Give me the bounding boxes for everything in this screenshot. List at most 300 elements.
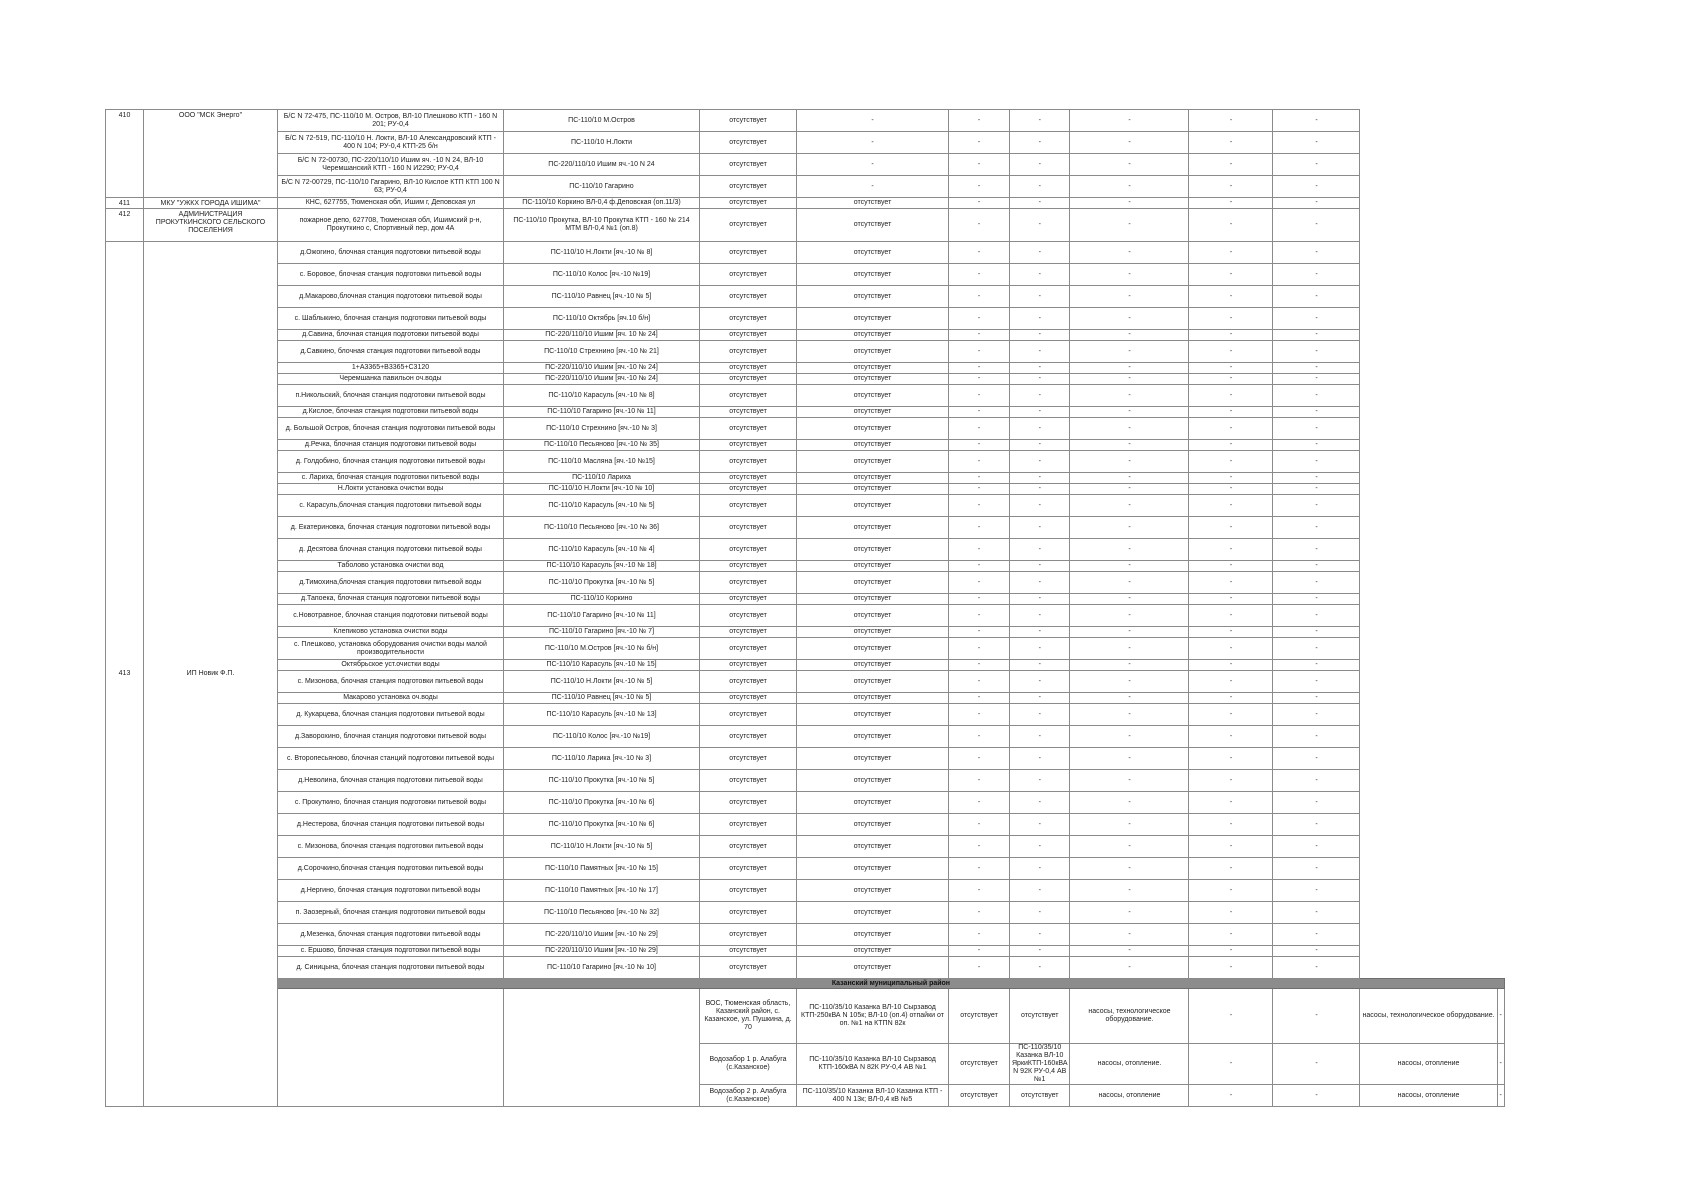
object-cell: с. Шаблыкино, блочная станция подготовки питьевой воды xyxy=(278,308,504,330)
col11-cell: - xyxy=(1273,605,1360,627)
col10-cell: - xyxy=(1189,473,1273,484)
col10-cell: - xyxy=(1189,308,1273,330)
substation-cell: ПС-110/10 Н.Локти [яч.-10 № 5] xyxy=(504,671,700,693)
col10-cell: - xyxy=(1189,132,1273,154)
col10-cell: - xyxy=(1189,176,1273,198)
col9-cell: - xyxy=(1070,627,1189,638)
table-row xyxy=(106,517,1505,539)
table-row xyxy=(106,671,1505,693)
substation-cell: ПС-110/10 Стрехнино [яч.-10 № 3] xyxy=(504,418,700,440)
col7-cell: - xyxy=(949,330,1010,341)
col9-cell: - xyxy=(1070,946,1189,957)
col5-cell: отсутствует xyxy=(700,418,797,440)
col9-cell: - xyxy=(1070,154,1189,176)
col5-cell: отсутствует xyxy=(700,836,797,858)
col9-cell: - xyxy=(1070,209,1189,242)
col10-cell: - xyxy=(1189,605,1273,627)
table-row xyxy=(106,484,1505,495)
col11-cell: - xyxy=(1273,770,1360,792)
col6-cell: отсутствует xyxy=(797,594,949,605)
col9-cell: - xyxy=(1070,176,1189,198)
substation-cell: ПС-110/10 Гагарино [яч.-10 № 11] xyxy=(504,407,700,418)
col7-cell: - xyxy=(949,858,1010,880)
col6-cell: отсутствует xyxy=(797,704,949,726)
object-cell: д. Голдобино, блочная станция подготовки питьевой воды xyxy=(278,451,504,473)
col11-cell: - xyxy=(1273,957,1360,979)
col8-cell: - xyxy=(1010,836,1070,858)
object-cell: д.Макарово,блочная станция подготовки питьевой воды xyxy=(278,286,504,308)
object-cell: д.Заворохино, блочная станция подготовки питьевой воды xyxy=(278,726,504,748)
col10-cell: - xyxy=(1189,627,1273,638)
object-cell: д.Ожогино, блочная станция подготовки питьевой воды xyxy=(278,242,504,264)
col11-cell: - xyxy=(1273,594,1360,605)
substation-cell: ПС-110/10 Памятных [яч.-10 № 17] xyxy=(504,880,700,902)
col6-cell: - xyxy=(797,110,949,132)
table-row xyxy=(106,539,1505,561)
table-row xyxy=(106,451,1505,473)
col5-cell: отсутствует xyxy=(700,638,797,660)
object-cell: д.Тапоека, блочная станция подготовки питьевой воды xyxy=(278,594,504,605)
col6-cell: отсутствует xyxy=(797,363,949,374)
substation-cell: ПС-110/10 М.Остров xyxy=(504,110,700,132)
substation-cell: ПС-110/10 Памятных [яч.-10 № 15] xyxy=(504,858,700,880)
col9-cell: - xyxy=(1070,858,1189,880)
row-number-cell: 410 xyxy=(106,110,144,198)
col9-cell: - xyxy=(1070,374,1189,385)
col7-cell: - xyxy=(949,704,1010,726)
col10-cell: - xyxy=(1189,572,1273,594)
col7-cell: - xyxy=(949,385,1010,407)
col9-cell: - xyxy=(1070,792,1189,814)
col7-cell: - xyxy=(949,451,1010,473)
col7-cell: - xyxy=(949,836,1010,858)
col5-cell: отсутствует xyxy=(700,660,797,671)
col8-cell: - xyxy=(1010,693,1070,704)
col9-cell: - xyxy=(1070,748,1189,770)
col8-cell: - xyxy=(1010,154,1070,176)
col11-cell: - xyxy=(1273,418,1360,440)
object-cell: д. Десятова блочная станция подготовки питьевой воды xyxy=(278,539,504,561)
col6-cell: отсутствует xyxy=(797,341,949,363)
section-title: Казанский муниципальный район xyxy=(278,979,1505,989)
col5-cell: отсутствует xyxy=(700,473,797,484)
col9-cell: - xyxy=(1070,517,1189,539)
section-header-row xyxy=(106,979,1505,989)
col9-cell: - xyxy=(1070,660,1189,671)
col5-cell: отсутствует xyxy=(700,946,797,957)
col9-cell: - xyxy=(1273,989,1360,1044)
col10-cell: - xyxy=(1189,484,1273,495)
col6-cell: отсутствует xyxy=(797,484,949,495)
object-cell: д. Кукарцева, блочная станция подготовки питьевой воды xyxy=(278,704,504,726)
col9-cell: - xyxy=(1070,671,1189,693)
col5-cell: отсутствует xyxy=(700,110,797,132)
table-row xyxy=(106,407,1505,418)
col9-cell: - xyxy=(1070,836,1189,858)
col8-cell: - xyxy=(1010,264,1070,286)
col9-cell: - xyxy=(1070,539,1189,561)
col10-cell: - xyxy=(1189,858,1273,880)
table-row xyxy=(106,473,1505,484)
col8-cell: - xyxy=(1010,330,1070,341)
table-row xyxy=(106,209,1505,242)
col5-cell: отсутствует xyxy=(700,176,797,198)
data-table xyxy=(105,109,1505,1107)
col8-cell: - xyxy=(1010,286,1070,308)
col5-cell: отсутствует xyxy=(700,924,797,946)
object-cell: Б/С N 72-00730, ПС-220/110/10 Ишим яч. -10 N 24, ВЛ-10 Черемшанский КТП - 160 N И2290; РУ-0,4 xyxy=(278,154,504,176)
col6-cell: отсутствует xyxy=(797,330,949,341)
col5-cell: отсутствует xyxy=(700,385,797,407)
col7-cell: - xyxy=(949,748,1010,770)
col11-cell: - xyxy=(1273,209,1360,242)
col10-cell: - xyxy=(1189,407,1273,418)
col6-cell: отсутствует xyxy=(797,572,949,594)
table-body xyxy=(106,110,1505,1107)
col6-cell: отсутствует xyxy=(797,198,949,209)
col5-cell: отсутствует xyxy=(700,572,797,594)
col11-cell: - xyxy=(1273,132,1360,154)
col10-cell: - xyxy=(1189,693,1273,704)
col6-cell: отсутствует xyxy=(797,814,949,836)
col5-cell: отсутствует xyxy=(700,561,797,572)
col8-cell: - xyxy=(1010,418,1070,440)
col11-cell: - xyxy=(1273,902,1360,924)
col5-cell: отсутствует xyxy=(700,341,797,363)
col10-cell: - xyxy=(1189,957,1273,979)
organization-cell: МКУ "УЖКХ ГОРОДА ИШИМА" xyxy=(144,198,278,209)
col10-cell: - xyxy=(1189,242,1273,264)
col11-cell: - xyxy=(1273,110,1360,132)
col5-cell: отсутствует xyxy=(700,957,797,979)
table-row xyxy=(106,880,1505,902)
table-row xyxy=(106,748,1505,770)
col8-cell: - xyxy=(1010,627,1070,638)
col11-cell: - xyxy=(1273,176,1360,198)
table-row xyxy=(106,605,1505,627)
col9-cell: - xyxy=(1070,242,1189,264)
col7-cell: - xyxy=(949,814,1010,836)
table-row xyxy=(106,693,1505,704)
col9-cell: - xyxy=(1070,495,1189,517)
object-cell: КНС, 627755, Тюменская обл, Ишим г, Деповская ул xyxy=(278,198,504,209)
col11-cell: - xyxy=(1497,989,1504,1044)
col8-cell: - xyxy=(1189,1044,1273,1085)
col6-cell: отсутствует xyxy=(797,440,949,451)
col8-cell: - xyxy=(1010,385,1070,407)
col7-cell: - xyxy=(949,198,1010,209)
table-row xyxy=(106,242,1505,264)
substation-cell: ПС-110/10 Песьяново [яч.-10 № 35] xyxy=(504,440,700,451)
table-row xyxy=(106,924,1505,946)
table-row xyxy=(106,561,1505,572)
substation-cell: ПС-110/10 Карасуль [яч.-10 № 15] xyxy=(504,660,700,671)
col11-cell: - xyxy=(1273,814,1360,836)
col10-cell: - xyxy=(1189,748,1273,770)
col8-cell: - xyxy=(1010,341,1070,363)
substation-cell: ПС-110/10 Гагарино xyxy=(504,176,700,198)
col8-cell: - xyxy=(1010,451,1070,473)
col6-cell: отсутствует xyxy=(797,264,949,286)
substation-cell: ПС-110/10 Масляна [яч.-10 №15] xyxy=(504,451,700,473)
col5-cell: отсутствует xyxy=(700,451,797,473)
object-cell: д.Кислое, блочная станция подготовки питьевой воды xyxy=(278,407,504,418)
substation-cell: ПС-110/10 Н.Локти [яч.-10 № 8] xyxy=(504,242,700,264)
col10-cell: - xyxy=(1189,451,1273,473)
col9-cell: - xyxy=(1070,440,1189,451)
col11-cell: - xyxy=(1497,1044,1504,1085)
col7-cell: - xyxy=(949,572,1010,594)
col8-cell: - xyxy=(1010,957,1070,979)
table-row xyxy=(106,198,1505,209)
table-row xyxy=(106,594,1505,605)
substation-cell: ПС-110/10 Карасуль [яч.-10 № 18] xyxy=(504,561,700,572)
col9-cell: - xyxy=(1070,902,1189,924)
table-row xyxy=(106,385,1505,407)
col6-cell: отсутствует xyxy=(797,407,949,418)
substation-cell: ПС-110/10 Прокутка [яч.-10 № 5] xyxy=(504,572,700,594)
col9-cell: - xyxy=(1070,286,1189,308)
col9-cell: - xyxy=(1070,407,1189,418)
col11-cell: - xyxy=(1273,693,1360,704)
col11-cell: - xyxy=(1273,924,1360,946)
col8-cell: - xyxy=(1010,858,1070,880)
col8-cell: - xyxy=(1010,704,1070,726)
substation-cell: ПС-110/10 Коркино ВЛ-0,4 ф.Деповская (оп.11/3) xyxy=(504,198,700,209)
col10-cell: - xyxy=(1189,561,1273,572)
col5-cell: отсутствует xyxy=(700,308,797,330)
col5-cell: отсутствует xyxy=(700,264,797,286)
col5-cell: отсутствует xyxy=(700,242,797,264)
col9-cell: - xyxy=(1070,385,1189,407)
organization-cell: АДМИНИСТРАЦИЯ ПРОКУТКИНСКОГО СЕЛЬСКОГО ПОСЕЛЕНИЯ xyxy=(144,209,278,242)
object-cell: д.Тимохина,блочная станция подготовки питьевой воды xyxy=(278,572,504,594)
col5-cell: отсутствует xyxy=(700,209,797,242)
col10-cell: - xyxy=(1189,814,1273,836)
col8-cell: - xyxy=(1010,495,1070,517)
col6-cell: отсутствует xyxy=(1010,1085,1070,1107)
col5-cell: отсутствует xyxy=(700,484,797,495)
col10-cell: - xyxy=(1189,704,1273,726)
substation-cell: ПС-110/10 Гагарино [яч.-10 № 10] xyxy=(504,957,700,979)
col5-cell: отсутствует xyxy=(949,1085,1010,1107)
table-row xyxy=(106,627,1505,638)
col6-cell: отсутствует xyxy=(797,242,949,264)
col6-cell: - xyxy=(797,132,949,154)
col7-cell: - xyxy=(949,539,1010,561)
object-cell: Б/С N 72-00729, ПС-110/10 Гагарино, ВЛ-10 Кислое КТП КТП 100 N 63; РУ-0,4 xyxy=(278,176,504,198)
col8-cell: - xyxy=(1010,308,1070,330)
object-cell: с. Ершово, блочная станция подготовки питьевой воды xyxy=(278,946,504,957)
substation-cell: ПС-110/10 Прокутка [яч.-10 № 6] xyxy=(504,814,700,836)
substation-cell: ПС-110/10 Карасуль [яч.-10 № 8] xyxy=(504,385,700,407)
col9-cell: - xyxy=(1070,924,1189,946)
col11-cell: - xyxy=(1273,726,1360,748)
col7-cell: - xyxy=(949,110,1010,132)
col9-cell: - xyxy=(1070,264,1189,286)
table-row xyxy=(106,638,1505,660)
row-number-cell: 411 xyxy=(106,198,144,209)
col9-cell: - xyxy=(1070,726,1189,748)
substation-cell: ПС-220/110/10 Ишим [яч.-10 № 29] xyxy=(504,924,700,946)
col11-cell: - xyxy=(1273,385,1360,407)
col8-cell: - xyxy=(1010,671,1070,693)
substation-cell: ПС-110/10 Лариха xyxy=(504,473,700,484)
col7-cell: - xyxy=(949,473,1010,484)
col8-cell: - xyxy=(1010,902,1070,924)
substation-cell: ПС-220/110/10 Ишим яч.-10 N 24 xyxy=(504,154,700,176)
col7-cell: - xyxy=(949,880,1010,902)
col11-cell: - xyxy=(1273,473,1360,484)
col7-cell: насосы, отопление. xyxy=(1070,1044,1189,1085)
col7-cell: - xyxy=(949,407,1010,418)
col9-cell: - xyxy=(1070,341,1189,363)
substation-cell: ПС-110/10 Стрехнино [яч.-10 № 21] xyxy=(504,341,700,363)
col11-cell: - xyxy=(1273,495,1360,517)
col7-cell: - xyxy=(949,561,1010,572)
object-cell: с. Плешково, установка оборудования очистки воды малой производительности xyxy=(278,638,504,660)
substation-cell: ПС-110/35/10 Казанка ВЛ-10 Сырзавод КТП-250кВА N 105к; ВЛ-10 (оп.4) отпайки от оп. №1 на КТПN 82к xyxy=(797,989,949,1044)
col7-cell: - xyxy=(949,374,1010,385)
col6-cell: отсутствует xyxy=(797,418,949,440)
object-cell: д.Мезенка, блочная станция подготовки питьевой воды xyxy=(278,924,504,946)
col7-cell: - xyxy=(949,902,1010,924)
object-cell: д.Савина, блочная станция подготовки питьевой воды xyxy=(278,330,504,341)
col7-cell: - xyxy=(949,209,1010,242)
col10-cell: - xyxy=(1189,495,1273,517)
col11-cell: - xyxy=(1497,1085,1504,1107)
organization-cell: ООО "МСК Энерго" xyxy=(144,110,278,198)
col10-cell: - xyxy=(1189,374,1273,385)
substation-cell: ПС-220/110/10 Ишим [яч.-10 № 24] xyxy=(504,374,700,385)
col5-cell: отсутствует xyxy=(949,989,1010,1044)
object-cell: с. Мизонова, блочная станция подготовки питьевой воды xyxy=(278,836,504,858)
col6-cell: отсутствует xyxy=(797,836,949,858)
object-cell: с. Мизонова, блочная станция подготовки питьевой воды xyxy=(278,671,504,693)
object-cell: д.Нергино, блочная станция подготовки питьевой воды xyxy=(278,880,504,902)
col9-cell: - xyxy=(1070,638,1189,660)
col8-cell: - xyxy=(1010,198,1070,209)
table-row xyxy=(106,363,1505,374)
table-row xyxy=(106,110,1505,132)
col6-cell: отсутствует xyxy=(797,957,949,979)
table-row xyxy=(106,132,1505,154)
col11-cell: - xyxy=(1273,407,1360,418)
substation-cell: ПС-110/35/10 Казанка ВЛ-10 Казанка КТП - 400 N 13к; ВЛ-0,4 кВ №5 xyxy=(797,1085,949,1107)
col5-cell: отсутствует xyxy=(700,902,797,924)
col7-cell: - xyxy=(949,770,1010,792)
col5-cell: отсутствует xyxy=(700,814,797,836)
col8-cell: - xyxy=(1010,572,1070,594)
col5-cell: отсутствует xyxy=(700,704,797,726)
table-row xyxy=(106,792,1505,814)
col11-cell: - xyxy=(1273,363,1360,374)
col10-cell: - xyxy=(1189,671,1273,693)
col6-cell: отсутствует xyxy=(797,792,949,814)
substation-cell: ПС-110/10 Н.Локти xyxy=(504,132,700,154)
col9-cell: - xyxy=(1070,473,1189,484)
col9-cell: - xyxy=(1070,814,1189,836)
col8-cell: - xyxy=(1010,605,1070,627)
object-cell: п.Никольский, блочная станция подготовки питьевой воды xyxy=(278,385,504,407)
col9-cell: - xyxy=(1070,198,1189,209)
col7-cell: - xyxy=(949,440,1010,451)
col6-cell: отсутствует xyxy=(797,693,949,704)
col11-cell: - xyxy=(1273,374,1360,385)
col9-cell: - xyxy=(1070,110,1189,132)
col11-cell: - xyxy=(1273,264,1360,286)
col5-cell: отсутствует xyxy=(700,726,797,748)
object-cell: д.Нестерова, блочная станция подготовки питьевой воды xyxy=(278,814,504,836)
object-cell: пожарное депо, 627708, Тюменская обл, Ишимский р-н, Прокуткино с, Спортивный пер, дом 4А xyxy=(278,209,504,242)
col5-cell: отсутствует xyxy=(700,363,797,374)
col11-cell: - xyxy=(1273,792,1360,814)
col10-cell: - xyxy=(1189,902,1273,924)
col8-cell: - xyxy=(1189,989,1273,1044)
table-row xyxy=(106,330,1505,341)
col5-cell: отсутствует xyxy=(700,132,797,154)
object-cell: д.Сорочкино,блочная станция подготовки питьевой воды xyxy=(278,858,504,880)
table-row xyxy=(106,946,1505,957)
col7-cell: - xyxy=(949,341,1010,363)
col9-cell: - xyxy=(1070,363,1189,374)
table-row xyxy=(106,341,1505,363)
col7-cell: - xyxy=(949,627,1010,638)
col5-cell: отсутствует xyxy=(700,627,797,638)
col10-cell: - xyxy=(1189,660,1273,671)
col5-cell: отсутствует xyxy=(700,748,797,770)
object-cell: Водозабор 1 р. Алабуга (с.Казанское) xyxy=(700,1044,797,1085)
substation-cell: ПС-110/10 Равнец [яч.-10 № 5] xyxy=(504,286,700,308)
col11-cell: - xyxy=(1273,330,1360,341)
col6-cell: отсутствует xyxy=(1010,989,1070,1044)
col7-cell: - xyxy=(949,594,1010,605)
col5-cell: отсутствует xyxy=(700,693,797,704)
col8-cell: - xyxy=(1010,473,1070,484)
substation-cell: ПС-220/110/10 Ишим [яч.-10 № 29] xyxy=(504,946,700,957)
col7-cell: - xyxy=(949,957,1010,979)
col5-cell: отсутствует xyxy=(700,495,797,517)
col6-cell: отсутствует xyxy=(797,308,949,330)
col9-cell: - xyxy=(1070,330,1189,341)
col7-cell: - xyxy=(949,517,1010,539)
col9-cell: - xyxy=(1070,308,1189,330)
substation-cell: ПС-110/10 М.Остров [яч.-10 № б/н] xyxy=(504,638,700,660)
col8-cell: - xyxy=(1010,363,1070,374)
col8-cell: - xyxy=(1010,539,1070,561)
col5-cell: отсутствует xyxy=(700,792,797,814)
col8-cell: - xyxy=(1010,561,1070,572)
substation-cell: ПС-110/10 Песьяново [яч.-10 № 32] xyxy=(504,902,700,924)
col10-cell: - xyxy=(1189,517,1273,539)
col10-cell: насосы, отопление xyxy=(1360,1085,1497,1107)
col10-cell: - xyxy=(1189,330,1273,341)
object-cell: д. Синицына, блочная станция подготовки питьевой воды xyxy=(278,957,504,979)
substation-cell: ПС-110/10 Прокутка [яч.-10 № 6] xyxy=(504,792,700,814)
col11-cell: - xyxy=(1273,627,1360,638)
object-cell: Октябрьское уст.очистки воды xyxy=(278,660,504,671)
col6-cell: отсутствует xyxy=(797,209,949,242)
object-cell: д. Екатериновка, блочная станция подготовки питьевой воды xyxy=(278,517,504,539)
object-cell: Черемшанка павильон оч.воды xyxy=(278,374,504,385)
col6-cell: отсутствует xyxy=(797,473,949,484)
substation-cell: ПС-110/10 Карасуль [яч.-10 № 5] xyxy=(504,495,700,517)
col6-cell: отсутствует xyxy=(797,539,949,561)
object-cell: Водозабор 2 р. Алабуга (с.Казанское) xyxy=(700,1085,797,1107)
col5-cell: отсутствует xyxy=(700,286,797,308)
col6-cell: отсутствует xyxy=(797,638,949,660)
col6-cell: отсутствует xyxy=(797,660,949,671)
